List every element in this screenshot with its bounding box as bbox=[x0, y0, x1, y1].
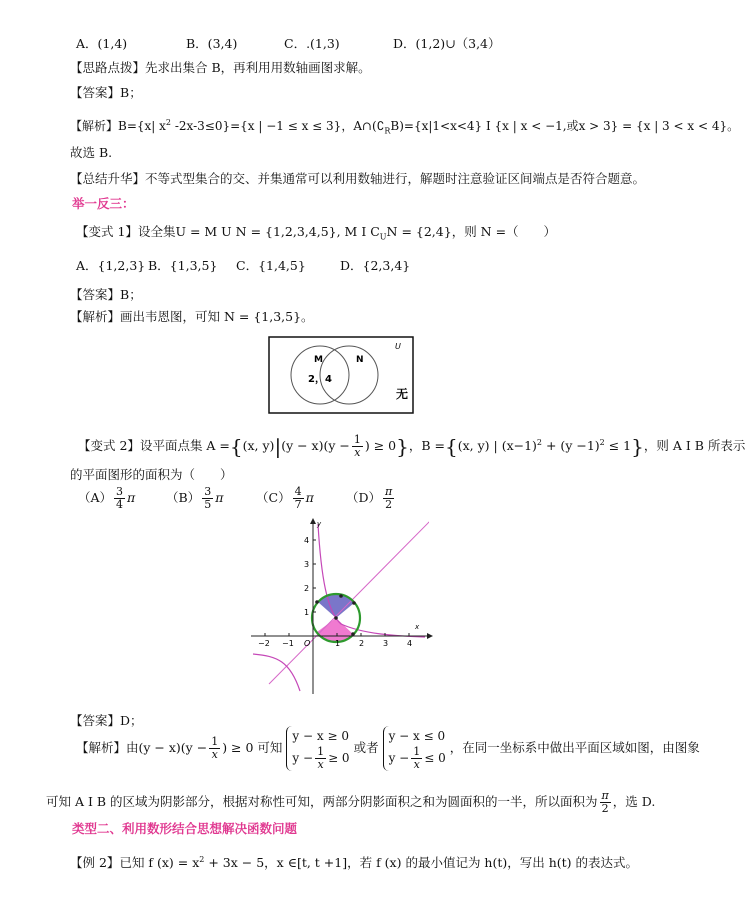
variant1-label: 【变式 1】 bbox=[76, 224, 138, 239]
x-axis-label: x bbox=[415, 623, 420, 631]
analysis-line-5: 可知 A I B 的区域为阴影部分，根据对称性可知，两部分阴影面积之和为圆面积的一半，所以面积为 $\frac{\pi}{2}$ ，选 D. bbox=[46, 789, 656, 815]
y-tick-1: 1 bbox=[304, 608, 310, 617]
y-axis-arrow bbox=[310, 518, 316, 524]
point-left bbox=[315, 600, 319, 604]
v1-option-c: C．{1,4,5} bbox=[236, 258, 306, 273]
summary-label: 【总结升华】 bbox=[70, 171, 146, 186]
x-tick-neg1: −1 bbox=[282, 639, 294, 648]
point-right bbox=[351, 632, 355, 636]
answer-line-3: 【答案】D； bbox=[70, 713, 143, 728]
region-graph bbox=[245, 516, 435, 694]
answer-label: 【答案】 bbox=[70, 85, 121, 100]
point-top bbox=[339, 594, 343, 598]
y-tick-4: 4 bbox=[304, 536, 310, 545]
variant1-question: 【变式 1】设全集U = M U N = {1,2,3,4,5}, M I $C_UN = \{2,4\}$，则 N =（ ） bbox=[76, 224, 557, 242]
venn-label-u: U bbox=[395, 342, 401, 351]
variant2-label: 【变式 2】 bbox=[78, 438, 140, 454]
answer-line-1 bbox=[70, 84, 142, 102]
venn-wu-char: 无 bbox=[396, 387, 409, 401]
x-tick-3: 3 bbox=[383, 639, 389, 648]
y-axis-label: y bbox=[317, 520, 322, 528]
y-tick-2: 2 bbox=[304, 584, 310, 593]
q1-option-c: C．.(1,3) bbox=[284, 36, 340, 51]
analysis-label: 【解析】 bbox=[70, 119, 119, 133]
x-tick-4: 4 bbox=[407, 639, 413, 648]
point-intersect bbox=[352, 601, 356, 605]
frac-one-over-x: $\frac{1}{x}$ bbox=[353, 433, 361, 460]
inequality-system-2: y − x ≤ 0 y − $\frac{1}{x}$ ≤ 0 bbox=[383, 726, 446, 771]
y-tick-3: 3 bbox=[304, 560, 310, 569]
analysis-line-4: 【解析】由(y − x)(y − $\frac{1}{x}$ ) ≥ 0 可知 y − x ≥ 0 y − $\frac{1}{x}$ ≥ 0 或者 y − x ≤ 0 y − $\frac{1}{x}$ ≤ 0 ，在同一坐标系中做出平面区域如图，由图象 bbox=[76, 722, 700, 782]
line-y-equals-x bbox=[269, 520, 431, 684]
x-tick-1: 1 bbox=[335, 639, 341, 648]
q1-option-d: D．(1,2)∪（3,4） bbox=[393, 36, 501, 51]
hint-label: 【思路点拨】 bbox=[70, 60, 146, 75]
x-tick-2: 2 bbox=[359, 639, 365, 648]
v1-option-d: D．{2,3,4} bbox=[340, 258, 411, 273]
summary-text: 不等式型集合的交、并集通常可以利用数轴进行，解题时注意验证区间端点是否符合题意。 bbox=[145, 171, 646, 186]
section-title: 举一反三： bbox=[72, 196, 135, 211]
v1-option-b: B．{1,3,5} bbox=[148, 258, 218, 273]
example2-line: 【例 2】已知 f $(x) = x^2 + 3x - 5$，x ∈[t, t +1]，若 f (x) 的最小值记为 h(t)，写出 h(t) 的表达式。 bbox=[70, 855, 639, 871]
type2-title: 类型二、利用数形结合思想解决函数问题 bbox=[72, 821, 298, 836]
hint-line bbox=[70, 59, 371, 77]
analysis-line-1: 【解析】B={x| $x^2$ -2x-3≤0}={x | −1 ≤ x ≤ 3}，$A\cap(∁_RB)=\{x|1<x<4\}$ I {x | x < −1,或x > 3} = {x | 3 < x < 4}。 bbox=[70, 118, 740, 136]
venn-label-n: N bbox=[356, 355, 364, 365]
hint-text: 先求出集合 B，再利用用数轴画图求解。 bbox=[145, 60, 371, 75]
x-tick-origin: O bbox=[304, 639, 311, 648]
point-center bbox=[334, 616, 338, 620]
analysis-line-2: 故选 B. bbox=[70, 145, 113, 160]
summary-line bbox=[70, 170, 645, 188]
v2-option-b: （B） $\frac{3}{5}$ π bbox=[166, 485, 224, 511]
q1-option-a: A．(1,4) bbox=[76, 36, 128, 51]
variant2-question: 【变式 2】设平面点集 A ={(x, y)|(y − x)(y − $\frac{1}{x}$ ) ≥ 0}，B ={(x, y) | $(x-1)^2 + (y -1)^2 \le 1$}，则 A I B 所表示 bbox=[78, 433, 745, 460]
inequality-system-1: y − x ≥ 0 y − $\frac{1}{x}$ ≥ 0 bbox=[286, 726, 349, 771]
venn-inner-values: 2，4 bbox=[308, 374, 332, 385]
venn-diagram bbox=[268, 336, 414, 414]
x-axis-arrow bbox=[427, 633, 433, 639]
venn-label-m: M bbox=[314, 355, 323, 365]
variant2-question-cont: 的平面图形的面积为（ ） bbox=[70, 467, 233, 482]
answer-line-2: 【答案】B； bbox=[70, 287, 142, 302]
v2-option-d: （D） $\frac{\pi}{2}$ bbox=[346, 485, 393, 511]
v2-option-a: （A） $\frac{3}{4}$ π bbox=[78, 485, 136, 511]
v1-option-a: A．{1,2,3} bbox=[76, 258, 146, 273]
x-tick-neg2: −2 bbox=[258, 639, 270, 648]
q1-option-b: B．(3,4) bbox=[186, 36, 238, 51]
v2-option-c: （C） $\frac{4}{7}$ π bbox=[256, 485, 314, 511]
answer-value: B； bbox=[120, 85, 142, 100]
analysis-line-3: 【解析】画出韦恩图，可知 N = {1,3,5}。 bbox=[70, 309, 314, 324]
